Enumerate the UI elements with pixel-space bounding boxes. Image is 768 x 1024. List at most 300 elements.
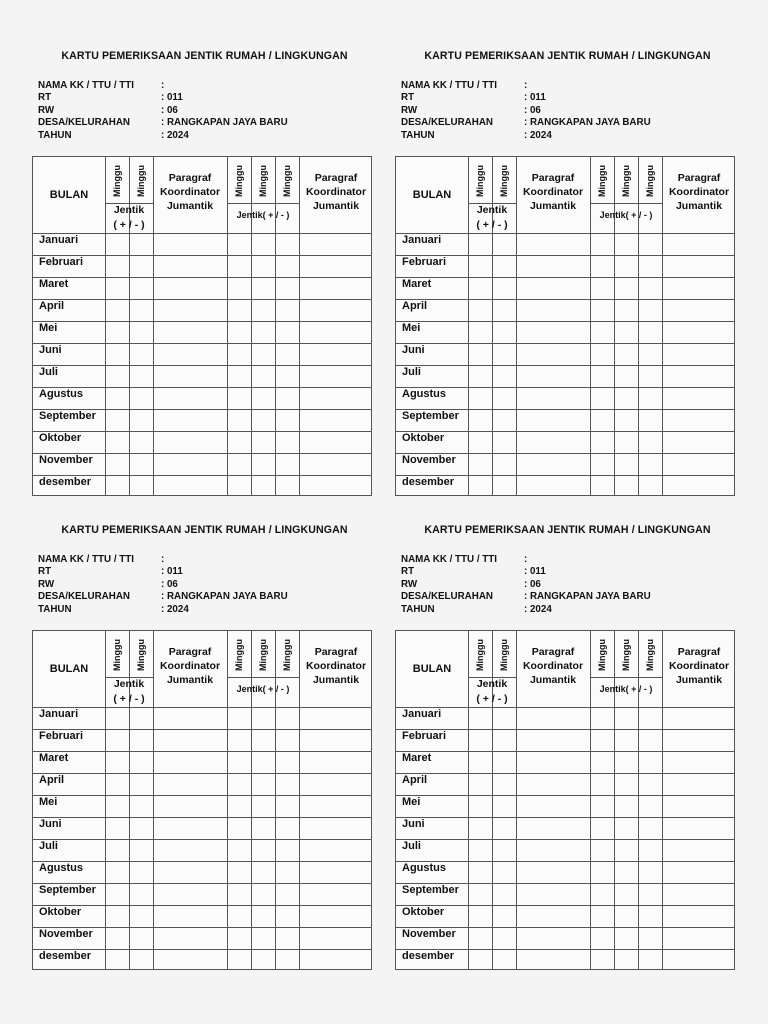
entry-cell[interactable] <box>252 730 275 751</box>
entry-cell[interactable] <box>591 950 614 971</box>
entry-cell[interactable] <box>469 454 492 475</box>
entry-cell[interactable] <box>469 278 492 299</box>
entry-cell[interactable] <box>130 840 153 861</box>
entry-cell[interactable] <box>276 818 299 839</box>
entry-cell[interactable] <box>154 300 227 321</box>
entry-cell[interactable] <box>154 476 227 497</box>
entry-cell[interactable] <box>228 906 251 927</box>
entry-cell[interactable] <box>663 432 736 453</box>
entry-cell[interactable] <box>493 950 516 971</box>
entry-cell[interactable] <box>276 752 299 773</box>
entry-cell[interactable] <box>591 862 614 883</box>
entry-cell[interactable] <box>615 300 638 321</box>
entry-cell[interactable] <box>276 862 299 883</box>
entry-cell[interactable] <box>493 256 516 277</box>
entry-cell[interactable] <box>493 818 516 839</box>
entry-cell[interactable] <box>300 950 373 971</box>
entry-cell[interactable] <box>493 344 516 365</box>
entry-cell[interactable] <box>493 796 516 817</box>
entry-cell[interactable] <box>615 476 638 497</box>
entry-cell[interactable] <box>276 278 299 299</box>
entry-cell[interactable] <box>615 366 638 387</box>
entry-cell[interactable] <box>517 454 590 475</box>
entry-cell[interactable] <box>130 796 153 817</box>
entry-cell[interactable] <box>106 884 129 905</box>
entry-cell[interactable] <box>663 234 736 255</box>
entry-cell[interactable] <box>154 906 227 927</box>
entry-cell[interactable] <box>130 708 153 729</box>
entry-cell[interactable] <box>663 300 736 321</box>
entry-cell[interactable] <box>276 300 299 321</box>
entry-cell[interactable] <box>300 818 373 839</box>
entry-cell[interactable] <box>615 928 638 949</box>
entry-cell[interactable] <box>591 454 614 475</box>
entry-cell[interactable] <box>663 476 736 497</box>
entry-cell[interactable] <box>469 322 492 343</box>
entry-cell[interactable] <box>252 410 275 431</box>
entry-cell[interactable] <box>154 840 227 861</box>
entry-cell[interactable] <box>154 708 227 729</box>
entry-cell[interactable] <box>228 366 251 387</box>
entry-cell[interactable] <box>130 476 153 497</box>
entry-cell[interactable] <box>591 366 614 387</box>
entry-cell[interactable] <box>639 840 662 861</box>
entry-cell[interactable] <box>639 234 662 255</box>
entry-cell[interactable] <box>252 278 275 299</box>
entry-cell[interactable] <box>300 476 373 497</box>
entry-cell[interactable] <box>663 862 736 883</box>
entry-cell[interactable] <box>469 344 492 365</box>
entry-cell[interactable] <box>469 950 492 971</box>
entry-cell[interactable] <box>154 796 227 817</box>
entry-cell[interactable] <box>517 906 590 927</box>
entry-cell[interactable] <box>639 366 662 387</box>
entry-cell[interactable] <box>154 432 227 453</box>
entry-cell[interactable] <box>276 234 299 255</box>
entry-cell[interactable] <box>517 256 590 277</box>
entry-cell[interactable] <box>639 818 662 839</box>
entry-cell[interactable] <box>493 300 516 321</box>
entry-cell[interactable] <box>663 840 736 861</box>
entry-cell[interactable] <box>300 454 373 475</box>
entry-cell[interactable] <box>154 410 227 431</box>
entry-cell[interactable] <box>517 884 590 905</box>
entry-cell[interactable] <box>469 884 492 905</box>
entry-cell[interactable] <box>252 862 275 883</box>
entry-cell[interactable] <box>469 256 492 277</box>
entry-cell[interactable] <box>517 708 590 729</box>
entry-cell[interactable] <box>130 256 153 277</box>
entry-cell[interactable] <box>154 752 227 773</box>
entry-cell[interactable] <box>228 300 251 321</box>
entry-cell[interactable] <box>106 906 129 927</box>
entry-cell[interactable] <box>154 730 227 751</box>
entry-cell[interactable] <box>252 476 275 497</box>
entry-cell[interactable] <box>130 344 153 365</box>
entry-cell[interactable] <box>615 432 638 453</box>
entry-cell[interactable] <box>591 840 614 861</box>
entry-cell[interactable] <box>130 322 153 343</box>
entry-cell[interactable] <box>130 884 153 905</box>
entry-cell[interactable] <box>154 884 227 905</box>
entry-cell[interactable] <box>228 388 251 409</box>
entry-cell[interactable] <box>493 278 516 299</box>
entry-cell[interactable] <box>106 432 129 453</box>
entry-cell[interactable] <box>154 774 227 795</box>
entry-cell[interactable] <box>106 862 129 883</box>
entry-cell[interactable] <box>469 366 492 387</box>
entry-cell[interactable] <box>591 388 614 409</box>
entry-cell[interactable] <box>154 454 227 475</box>
entry-cell[interactable] <box>276 774 299 795</box>
entry-cell[interactable] <box>469 388 492 409</box>
entry-cell[interactable] <box>591 432 614 453</box>
entry-cell[interactable] <box>276 344 299 365</box>
entry-cell[interactable] <box>154 322 227 343</box>
entry-cell[interactable] <box>639 388 662 409</box>
entry-cell[interactable] <box>663 950 736 971</box>
entry-cell[interactable] <box>615 322 638 343</box>
entry-cell[interactable] <box>469 300 492 321</box>
entry-cell[interactable] <box>469 928 492 949</box>
entry-cell[interactable] <box>663 256 736 277</box>
entry-cell[interactable] <box>615 752 638 773</box>
entry-cell[interactable] <box>493 752 516 773</box>
entry-cell[interactable] <box>615 906 638 927</box>
entry-cell[interactable] <box>469 862 492 883</box>
entry-cell[interactable] <box>615 862 638 883</box>
entry-cell[interactable] <box>228 256 251 277</box>
entry-cell[interactable] <box>639 862 662 883</box>
entry-cell[interactable] <box>154 818 227 839</box>
entry-cell[interactable] <box>517 840 590 861</box>
entry-cell[interactable] <box>276 950 299 971</box>
entry-cell[interactable] <box>106 818 129 839</box>
entry-cell[interactable] <box>228 774 251 795</box>
entry-cell[interactable] <box>300 862 373 883</box>
entry-cell[interactable] <box>252 840 275 861</box>
entry-cell[interactable] <box>591 410 614 431</box>
entry-cell[interactable] <box>469 752 492 773</box>
entry-cell[interactable] <box>469 432 492 453</box>
entry-cell[interactable] <box>663 884 736 905</box>
entry-cell[interactable] <box>252 774 275 795</box>
entry-cell[interactable] <box>591 278 614 299</box>
entry-cell[interactable] <box>639 476 662 497</box>
entry-cell[interactable] <box>493 708 516 729</box>
entry-cell[interactable] <box>106 278 129 299</box>
entry-cell[interactable] <box>639 928 662 949</box>
entry-cell[interactable] <box>517 928 590 949</box>
entry-cell[interactable] <box>106 322 129 343</box>
entry-cell[interactable] <box>493 730 516 751</box>
entry-cell[interactable] <box>663 906 736 927</box>
entry-cell[interactable] <box>469 818 492 839</box>
entry-cell[interactable] <box>252 796 275 817</box>
entry-cell[interactable] <box>106 774 129 795</box>
entry-cell[interactable] <box>276 884 299 905</box>
entry-cell[interactable] <box>663 730 736 751</box>
entry-cell[interactable] <box>493 388 516 409</box>
entry-cell[interactable] <box>639 752 662 773</box>
entry-cell[interactable] <box>663 796 736 817</box>
entry-cell[interactable] <box>154 344 227 365</box>
entry-cell[interactable] <box>228 454 251 475</box>
entry-cell[interactable] <box>106 752 129 773</box>
entry-cell[interactable] <box>591 476 614 497</box>
entry-cell[interactable] <box>615 708 638 729</box>
entry-cell[interactable] <box>130 234 153 255</box>
entry-cell[interactable] <box>252 752 275 773</box>
entry-cell[interactable] <box>517 432 590 453</box>
entry-cell[interactable] <box>639 432 662 453</box>
entry-cell[interactable] <box>493 840 516 861</box>
entry-cell[interactable] <box>154 256 227 277</box>
entry-cell[interactable] <box>300 730 373 751</box>
entry-cell[interactable] <box>663 928 736 949</box>
entry-cell[interactable] <box>517 476 590 497</box>
entry-cell[interactable] <box>517 862 590 883</box>
entry-cell[interactable] <box>517 278 590 299</box>
entry-cell[interactable] <box>639 322 662 343</box>
entry-cell[interactable] <box>106 344 129 365</box>
entry-cell[interactable] <box>228 708 251 729</box>
entry-cell[interactable] <box>276 366 299 387</box>
entry-cell[interactable] <box>154 862 227 883</box>
entry-cell[interactable] <box>493 928 516 949</box>
entry-cell[interactable] <box>517 752 590 773</box>
entry-cell[interactable] <box>228 862 251 883</box>
entry-cell[interactable] <box>517 774 590 795</box>
entry-cell[interactable] <box>252 708 275 729</box>
entry-cell[interactable] <box>591 818 614 839</box>
entry-cell[interactable] <box>615 884 638 905</box>
entry-cell[interactable] <box>300 774 373 795</box>
entry-cell[interactable] <box>493 410 516 431</box>
entry-cell[interactable] <box>106 796 129 817</box>
entry-cell[interactable] <box>591 344 614 365</box>
entry-cell[interactable] <box>663 322 736 343</box>
entry-cell[interactable] <box>639 344 662 365</box>
entry-cell[interactable] <box>591 906 614 927</box>
entry-cell[interactable] <box>615 344 638 365</box>
entry-cell[interactable] <box>639 950 662 971</box>
entry-cell[interactable] <box>469 796 492 817</box>
entry-cell[interactable] <box>300 344 373 365</box>
entry-cell[interactable] <box>252 432 275 453</box>
entry-cell[interactable] <box>130 278 153 299</box>
entry-cell[interactable] <box>493 476 516 497</box>
entry-cell[interactable] <box>252 344 275 365</box>
entry-cell[interactable] <box>493 454 516 475</box>
entry-cell[interactable] <box>252 388 275 409</box>
entry-cell[interactable] <box>469 476 492 497</box>
entry-cell[interactable] <box>469 410 492 431</box>
entry-cell[interactable] <box>639 410 662 431</box>
entry-cell[interactable] <box>639 906 662 927</box>
entry-cell[interactable] <box>154 950 227 971</box>
entry-cell[interactable] <box>106 454 129 475</box>
entry-cell[interactable] <box>615 840 638 861</box>
entry-cell[interactable] <box>591 796 614 817</box>
entry-cell[interactable] <box>663 752 736 773</box>
entry-cell[interactable] <box>228 818 251 839</box>
entry-cell[interactable] <box>517 410 590 431</box>
entry-cell[interactable] <box>228 884 251 905</box>
entry-cell[interactable] <box>493 774 516 795</box>
entry-cell[interactable] <box>106 708 129 729</box>
entry-cell[interactable] <box>228 410 251 431</box>
entry-cell[interactable] <box>591 928 614 949</box>
entry-cell[interactable] <box>276 476 299 497</box>
entry-cell[interactable] <box>130 454 153 475</box>
entry-cell[interactable] <box>615 818 638 839</box>
entry-cell[interactable] <box>228 234 251 255</box>
entry-cell[interactable] <box>469 906 492 927</box>
entry-cell[interactable] <box>591 730 614 751</box>
entry-cell[interactable] <box>276 388 299 409</box>
entry-cell[interactable] <box>300 906 373 927</box>
entry-cell[interactable] <box>130 410 153 431</box>
entry-cell[interactable] <box>591 774 614 795</box>
entry-cell[interactable] <box>615 256 638 277</box>
entry-cell[interactable] <box>154 928 227 949</box>
entry-cell[interactable] <box>469 234 492 255</box>
entry-cell[interactable] <box>300 708 373 729</box>
entry-cell[interactable] <box>300 432 373 453</box>
entry-cell[interactable] <box>615 730 638 751</box>
entry-cell[interactable] <box>130 862 153 883</box>
entry-cell[interactable] <box>663 818 736 839</box>
entry-cell[interactable] <box>517 818 590 839</box>
entry-cell[interactable] <box>154 388 227 409</box>
entry-cell[interactable] <box>517 344 590 365</box>
entry-cell[interactable] <box>493 906 516 927</box>
entry-cell[interactable] <box>663 366 736 387</box>
entry-cell[interactable] <box>228 730 251 751</box>
entry-cell[interactable] <box>276 322 299 343</box>
entry-cell[interactable] <box>615 234 638 255</box>
entry-cell[interactable] <box>300 278 373 299</box>
entry-cell[interactable] <box>591 708 614 729</box>
entry-cell[interactable] <box>615 950 638 971</box>
entry-cell[interactable] <box>639 278 662 299</box>
entry-cell[interactable] <box>106 256 129 277</box>
entry-cell[interactable] <box>639 454 662 475</box>
entry-cell[interactable] <box>493 432 516 453</box>
entry-cell[interactable] <box>493 862 516 883</box>
entry-cell[interactable] <box>228 278 251 299</box>
entry-cell[interactable] <box>228 928 251 949</box>
entry-cell[interactable] <box>252 300 275 321</box>
entry-cell[interactable] <box>639 256 662 277</box>
entry-cell[interactable] <box>252 234 275 255</box>
entry-cell[interactable] <box>130 950 153 971</box>
entry-cell[interactable] <box>663 410 736 431</box>
entry-cell[interactable] <box>106 234 129 255</box>
entry-cell[interactable] <box>615 278 638 299</box>
entry-cell[interactable] <box>517 950 590 971</box>
entry-cell[interactable] <box>517 234 590 255</box>
entry-cell[interactable] <box>228 840 251 861</box>
entry-cell[interactable] <box>228 796 251 817</box>
entry-cell[interactable] <box>106 840 129 861</box>
entry-cell[interactable] <box>252 906 275 927</box>
entry-cell[interactable] <box>639 774 662 795</box>
entry-cell[interactable] <box>276 256 299 277</box>
entry-cell[interactable] <box>228 950 251 971</box>
entry-cell[interactable] <box>591 300 614 321</box>
entry-cell[interactable] <box>106 366 129 387</box>
entry-cell[interactable] <box>106 410 129 431</box>
entry-cell[interactable] <box>106 928 129 949</box>
entry-cell[interactable] <box>106 730 129 751</box>
entry-cell[interactable] <box>300 234 373 255</box>
entry-cell[interactable] <box>228 752 251 773</box>
entry-cell[interactable] <box>615 454 638 475</box>
entry-cell[interactable] <box>517 322 590 343</box>
entry-cell[interactable] <box>276 796 299 817</box>
entry-cell[interactable] <box>591 256 614 277</box>
entry-cell[interactable] <box>469 708 492 729</box>
entry-cell[interactable] <box>615 388 638 409</box>
entry-cell[interactable] <box>228 476 251 497</box>
entry-cell[interactable] <box>493 366 516 387</box>
entry-cell[interactable] <box>154 234 227 255</box>
entry-cell[interactable] <box>517 388 590 409</box>
entry-cell[interactable] <box>517 366 590 387</box>
entry-cell[interactable] <box>639 796 662 817</box>
entry-cell[interactable] <box>663 344 736 365</box>
entry-cell[interactable] <box>639 730 662 751</box>
entry-cell[interactable] <box>106 388 129 409</box>
entry-cell[interactable] <box>130 818 153 839</box>
entry-cell[interactable] <box>252 818 275 839</box>
entry-cell[interactable] <box>469 730 492 751</box>
entry-cell[interactable] <box>615 774 638 795</box>
entry-cell[interactable] <box>130 432 153 453</box>
entry-cell[interactable] <box>130 366 153 387</box>
entry-cell[interactable] <box>517 796 590 817</box>
entry-cell[interactable] <box>300 322 373 343</box>
entry-cell[interactable] <box>615 796 638 817</box>
entry-cell[interactable] <box>130 388 153 409</box>
entry-cell[interactable] <box>130 906 153 927</box>
entry-cell[interactable] <box>276 432 299 453</box>
entry-cell[interactable] <box>300 300 373 321</box>
entry-cell[interactable] <box>106 950 129 971</box>
entry-cell[interactable] <box>469 840 492 861</box>
entry-cell[interactable] <box>276 928 299 949</box>
entry-cell[interactable] <box>591 322 614 343</box>
entry-cell[interactable] <box>276 906 299 927</box>
entry-cell[interactable] <box>252 928 275 949</box>
entry-cell[interactable] <box>300 928 373 949</box>
entry-cell[interactable] <box>252 454 275 475</box>
entry-cell[interactable] <box>591 234 614 255</box>
entry-cell[interactable] <box>228 432 251 453</box>
entry-cell[interactable] <box>300 840 373 861</box>
entry-cell[interactable] <box>300 388 373 409</box>
entry-cell[interactable] <box>663 388 736 409</box>
entry-cell[interactable] <box>663 454 736 475</box>
entry-cell[interactable] <box>300 752 373 773</box>
entry-cell[interactable] <box>639 708 662 729</box>
entry-cell[interactable] <box>300 796 373 817</box>
entry-cell[interactable] <box>300 366 373 387</box>
entry-cell[interactable] <box>469 774 492 795</box>
entry-cell[interactable] <box>615 410 638 431</box>
